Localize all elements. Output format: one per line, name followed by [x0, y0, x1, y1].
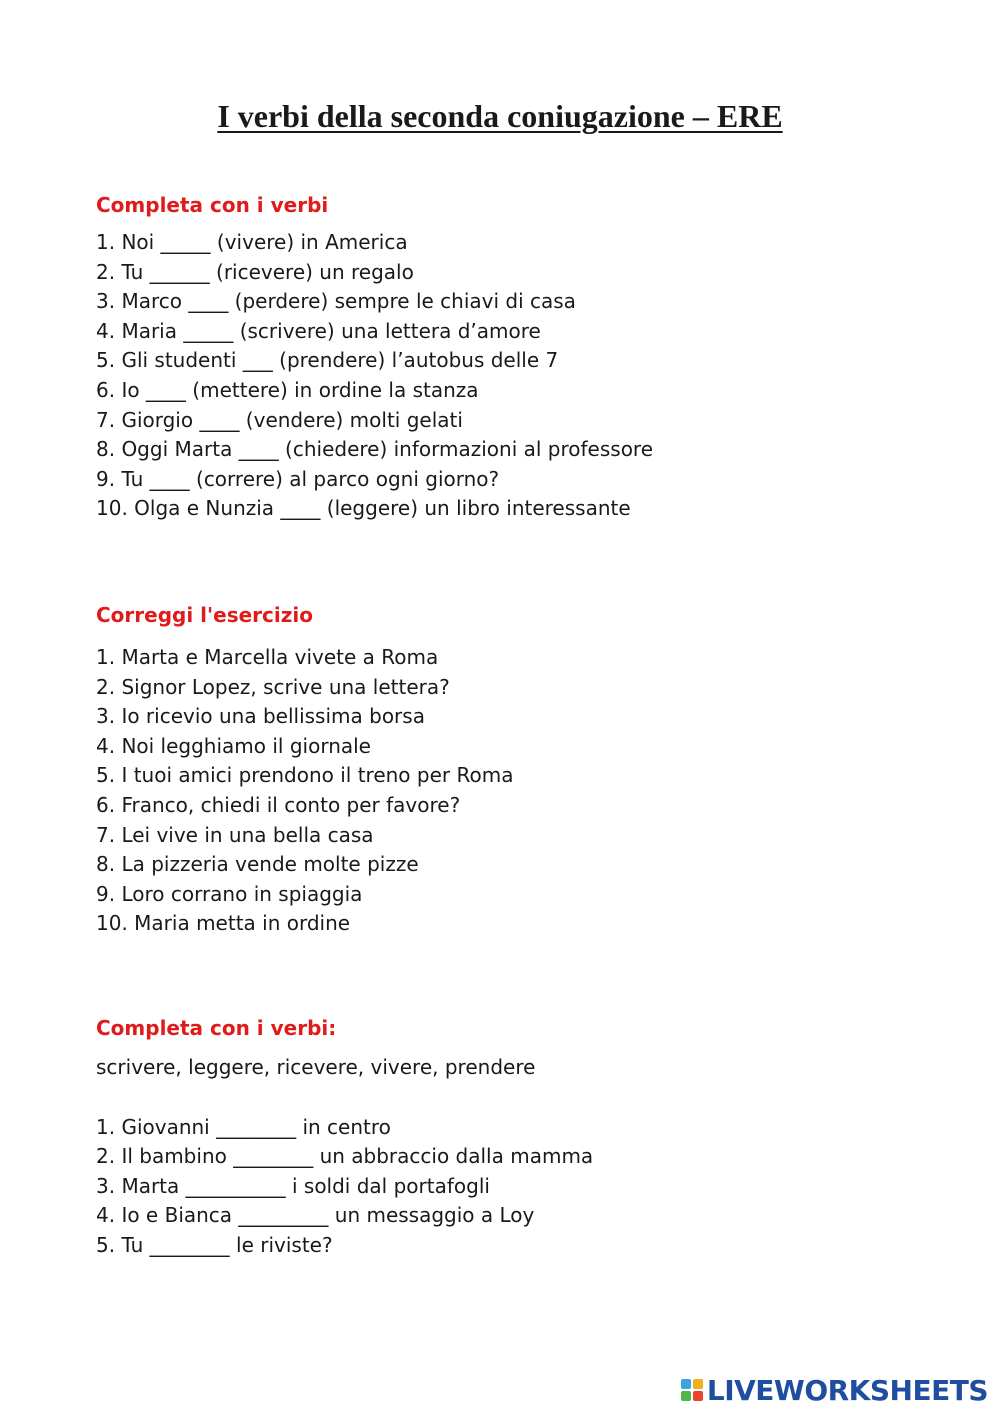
logo-square — [693, 1391, 703, 1401]
exercise-item: 9. Loro corrano in spiaggia — [96, 881, 363, 906]
exercise-item: 4. Noi legghiamo il giornale — [96, 733, 371, 758]
exercise-item: 1. Marta e Marcella vivete a Roma — [96, 645, 439, 669]
page-title: I verbi della seconda coniugazione – ERE — [217, 98, 783, 134]
exercise-item: 5. Gli studenti ___ (prendere) l’autobus delle 7 — [96, 348, 559, 373]
exercise-item: 3. Marco ____ (perdere) sempre le chiavi di casa — [96, 289, 576, 314]
exercise-item: 1. Noi _____ (vivere) in America — [96, 230, 408, 254]
exercise-item: 2. Signor Lopez, scrive una lettera? — [96, 674, 450, 699]
exercise-item: 3. Marta __________ i soldi dal portafogli — [96, 1173, 490, 1198]
exercise-item: 6. Io ____ (mettere) in ordine la stanza — [96, 377, 479, 402]
section-correct-exercise — [96, 602, 916, 939]
logo-square — [693, 1379, 703, 1389]
exercise-item: 4. Io e Bianca _________ un messaggio a Loy — [96, 1203, 535, 1228]
exercise-list — [96, 643, 916, 939]
exercise-item: 1. Giovanni ________ in centro — [96, 1114, 391, 1139]
liveworksheets-logo — [681, 1372, 988, 1408]
exercise-list — [96, 1113, 916, 1261]
exercise-item: 8. Oggi Marta ____ (chiedere) informazioni al professore — [96, 437, 654, 462]
liveworksheets-logo-icon — [681, 1379, 703, 1401]
exercise-list — [96, 228, 916, 524]
verb-bank: scrivere, leggere, ricevere, vivere, prendere — [96, 1055, 536, 1079]
logo-square — [681, 1379, 691, 1389]
section-heading: Correggi l'esercizio — [96, 603, 313, 627]
exercise-item: 2. Tu ______ (ricevere) un regalo — [96, 259, 414, 284]
section-complete-verbs — [96, 192, 916, 524]
exercise-item: 10. Olga e Nunzia ____ (leggere) un libro interessante — [96, 496, 631, 521]
section-heading: Completa con i verbi: — [96, 1016, 337, 1040]
logo-square — [681, 1391, 691, 1401]
exercise-item: 4. Maria _____ (scrivere) una lettera d’amore — [96, 318, 541, 343]
exercise-item: 8. La pizzeria vende molte pizze — [96, 852, 419, 877]
exercise-item: 2. Il bambino ________ un abbraccio dalla mamma — [96, 1144, 594, 1169]
exercise-item: 3. Io ricevio una bellissima borsa — [96, 704, 425, 729]
exercise-item: 6. Franco, chiedi il conto per favore? — [96, 792, 461, 817]
exercise-item: 9. Tu ____ (correre) al parco ogni giorno? — [96, 466, 500, 491]
exercise-item: 7. Lei vive in una bella casa — [96, 822, 374, 847]
exercise-item: 7. Giorgio ____ (vendere) molti gelati — [96, 407, 463, 432]
logo-text: LIVEWORKSHEETS — [706, 1373, 988, 1407]
exercise-item: 5. I tuoi amici prendono il treno per Roma — [96, 763, 514, 788]
section-heading: Completa con i verbi — [96, 193, 329, 217]
exercise-item: 5. Tu ________ le riviste? — [96, 1232, 333, 1257]
section-complete-with-verb-bank — [96, 1015, 916, 1261]
exercise-item: 10. Maria metta in ordine — [96, 911, 351, 936]
